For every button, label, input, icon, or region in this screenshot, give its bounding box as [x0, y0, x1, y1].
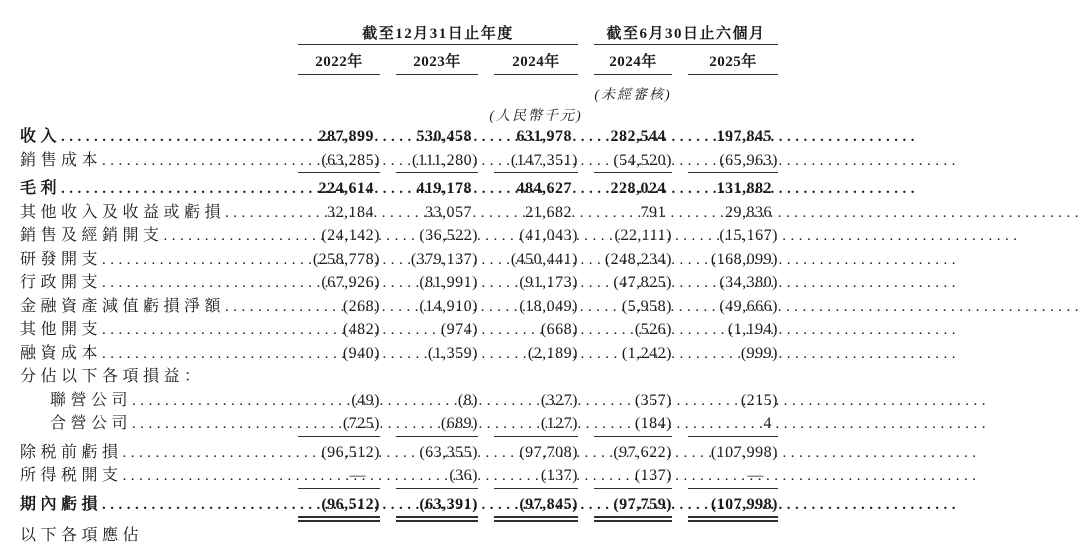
cell-value: (1,242) [594, 342, 672, 367]
table-body [20, 125, 815, 521]
period-group-annual [298, 26, 578, 45]
row-label [20, 464, 282, 489]
row-label [20, 412, 282, 437]
cell-value: 287,899 [298, 125, 380, 150]
table-row [20, 224, 815, 248]
table-row [20, 412, 815, 436]
cell-value: (974) [396, 318, 478, 343]
period-group-interim [594, 26, 778, 45]
row-label-text: 合營公司 [50, 412, 132, 436]
dot-leader [61, 177, 919, 202]
row-label [20, 493, 282, 523]
cell-value: (15,167) [688, 224, 778, 249]
cell-value [396, 365, 478, 389]
cell-value: 32,184 [298, 201, 380, 226]
cell-value: (49) [298, 389, 380, 414]
cell-value: (81,991) [396, 271, 478, 296]
cell-value: (137) [594, 464, 672, 489]
row-label-text: 融資成本 [20, 342, 102, 366]
period-group-annual-title: 截至12月31日止年度 [362, 26, 514, 42]
row-label [20, 248, 282, 273]
row-label-text: 金融資產減值虧損淨額 [20, 295, 225, 319]
row-label [20, 271, 282, 296]
row-label-text: 研發開支 [20, 248, 102, 272]
cell-value: (54,520) [594, 149, 672, 174]
cell-value: 530,458 [396, 125, 478, 150]
unaudited-note-row [20, 75, 815, 102]
table-row [20, 389, 815, 413]
cell-value: (67,926) [298, 271, 380, 296]
cell-value: (49,666) [688, 295, 778, 320]
cell-value: (91,173) [494, 271, 578, 296]
cell-value: (689) [396, 412, 478, 437]
row-label-text: 其他收入及收益或虧損 [20, 201, 225, 225]
cell-value: — [298, 464, 380, 489]
cell-value: (22,111) [594, 224, 672, 249]
cell-value: (184) [594, 412, 672, 437]
cell-value: 228,024 [594, 177, 672, 202]
cell-value: 484,627 [494, 177, 578, 202]
cell-value: (36,522) [396, 224, 478, 249]
row-label [20, 441, 282, 466]
cell-value: (999) [688, 342, 778, 367]
cell-value: (41,043) [494, 224, 578, 249]
cell-value: (482) [298, 318, 380, 343]
table-row [20, 125, 815, 149]
cell-value: (725) [298, 412, 380, 437]
cell-value: 33,057 [396, 201, 478, 226]
cell-value: 29,836 [688, 201, 778, 226]
cell-value: (107,998) [688, 493, 778, 523]
row-label-text: 毛利 [20, 177, 61, 201]
year-column-2022: 2022年 [298, 45, 380, 75]
row-label-text: 收入 [20, 125, 61, 149]
row-label [20, 149, 282, 174]
cell-value: 631,978 [494, 125, 578, 150]
year-header-row [20, 45, 815, 75]
row-label [20, 295, 282, 320]
cell-value: (668) [494, 318, 578, 343]
cell-value: (96,512) [298, 441, 380, 466]
row-label-text: 銷售成本 [20, 149, 102, 173]
cell-value: (34,380) [688, 271, 778, 296]
row-label [20, 318, 282, 343]
cell-value: — [688, 464, 778, 489]
year-column-2023: 2023年 [396, 45, 478, 75]
table-row [20, 248, 815, 272]
cell-value: (526) [594, 318, 672, 343]
cell-value: (111,280) [396, 149, 478, 174]
table-row [20, 271, 815, 295]
cell-value [688, 365, 778, 389]
cell-value: (357) [594, 389, 672, 414]
cell-value: (63,391) [396, 493, 478, 523]
income-statement-table [20, 26, 815, 547]
cell-value: (147,351) [494, 149, 578, 174]
cell-value: (127) [494, 412, 578, 437]
year-column-2025: 2025年 [688, 45, 778, 75]
cell-value: 791 [594, 201, 672, 226]
cell-value: (215) [688, 389, 778, 414]
table-row [20, 464, 815, 488]
year-column-2024: 2024年 [494, 45, 578, 75]
row-label [20, 365, 282, 389]
cell-value: (168,099) [688, 248, 778, 273]
cell-value: (24,142) [298, 224, 380, 249]
table-row [20, 295, 815, 319]
cell-value: (2,189) [494, 342, 578, 367]
cell-value: (258,778) [298, 248, 380, 273]
table-row [20, 441, 815, 465]
row-label-text: 行政開支 [20, 271, 102, 295]
cell-value: 21,682 [494, 201, 578, 226]
cell-value: (940) [298, 342, 380, 367]
period-header-row [20, 26, 815, 45]
cell-value [594, 365, 672, 389]
cell-value: (47,825) [594, 271, 672, 296]
cell-value: (65,963) [688, 149, 778, 174]
cell-value: (450,441) [494, 248, 578, 273]
cell-value: 131,882 [688, 177, 778, 202]
row-label [20, 125, 282, 150]
period-group-interim-title: 截至6月30日止六個月 [606, 26, 765, 42]
row-label-text: 除税前虧損 [20, 441, 123, 465]
table-row [20, 365, 815, 389]
table-row [20, 493, 815, 521]
cell-value: 197,845 [688, 125, 778, 150]
cell-value: 4 [688, 412, 778, 437]
cell-value: (1,359) [396, 342, 478, 367]
row-label-text: 分佔以下各項損益： [20, 365, 205, 389]
cell-value: (96,512) [298, 493, 380, 523]
cell-value: (5,958) [594, 295, 672, 320]
cell-value: (107,998) [688, 441, 778, 466]
cell-value: (268) [298, 295, 380, 320]
cell-value: (63,285) [298, 149, 380, 174]
row-label [20, 389, 282, 414]
table-row [20, 177, 815, 201]
cell-value: (1,194) [688, 318, 778, 343]
cell-value: (97,708) [494, 441, 578, 466]
table-row [20, 318, 815, 342]
cell-value: (18,049) [494, 295, 578, 320]
cell-value: (8) [396, 389, 478, 414]
row-label-text: 聯營公司 [50, 389, 132, 413]
row-label-text: 期內虧損 [20, 493, 102, 517]
currency-note-row [20, 102, 815, 125]
cell-value: (14,910) [396, 295, 478, 320]
cell-value [494, 365, 578, 389]
currency-note: (人民幣千元) [480, 102, 592, 125]
cell-value: (97,845) [494, 493, 578, 523]
cell-value: 282,544 [594, 125, 672, 150]
cell-value: (97,622) [594, 441, 672, 466]
row-label-text: 其他開支 [20, 318, 102, 342]
cell-value: (63,355) [396, 441, 478, 466]
cell-value: 419,178 [396, 177, 478, 202]
row-label-text: 銷售及經銷開支 [20, 224, 164, 248]
unaudited-note: (未經審核) [588, 75, 678, 104]
dot-leader [164, 224, 1022, 249]
cell-value: (327) [494, 389, 578, 414]
row-label [20, 342, 282, 367]
cell-value: 224,614 [298, 177, 380, 202]
cell-value: (248,234) [594, 248, 672, 273]
table-row [20, 149, 815, 173]
cell-value: (97,759) [594, 493, 672, 523]
cell-value: (36) [396, 464, 478, 489]
dot-leader [61, 125, 919, 150]
cell-value: (379,137) [396, 248, 478, 273]
cell-value [298, 365, 380, 389]
table-row [20, 201, 815, 225]
next-row-partial-label: 以下各項應佔 [20, 524, 815, 547]
row-label-text: 所得税開支 [20, 464, 123, 488]
cell-value: (137) [494, 464, 578, 489]
row-label [20, 201, 282, 226]
year-column-2024-interim: 2024年 [594, 45, 672, 75]
row-label [20, 177, 282, 202]
table-row [20, 342, 815, 366]
row-label [20, 224, 282, 249]
